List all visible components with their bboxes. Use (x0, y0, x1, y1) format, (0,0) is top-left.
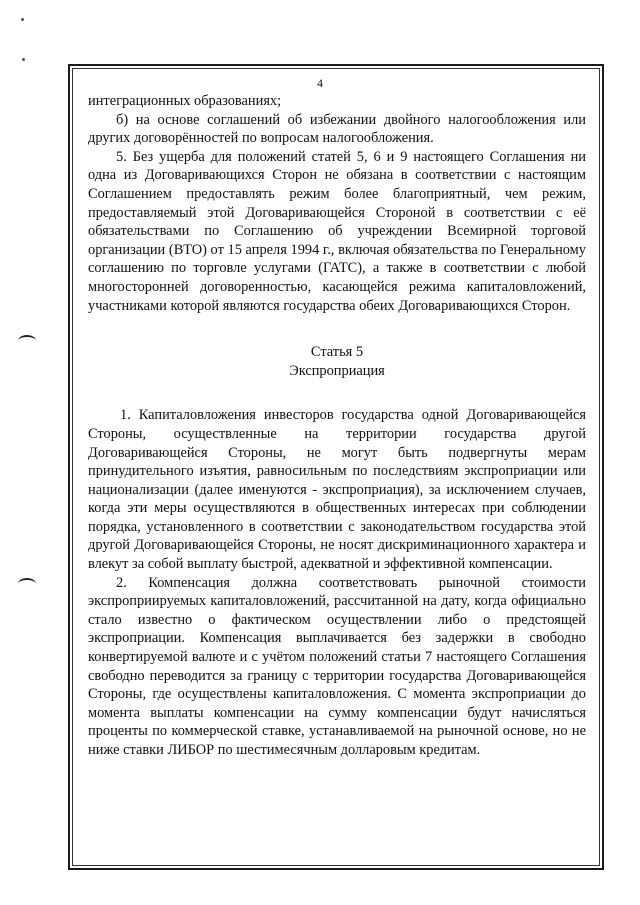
paragraph-subitem-b: б) на основе соглашений об избежании двойного налогообложения или других договорённостей по вопросам налогообложения. (88, 111, 586, 147)
article-heading (88, 343, 586, 380)
scan-dot-top (21, 18, 24, 21)
article-title: Экспроприация (289, 362, 385, 379)
paragraph-continuation: интеграционных образованиях; (88, 93, 282, 109)
page-number: 4 (317, 76, 323, 90)
article-paragraph-2: 2. Компенсация должна соответствовать рыночной стоимости экспроприируемых капиталовложений, рассчитанной на дату, когда официально стало известно о фактическом осуществлении либо о предстоящей экспроприации. Компенсация выплачивается без задержки в свободно конвертируемой валюте и с учётом положений статьи 7 настоящего Соглашения свободно переводится за границу с территории государства Договаривающейся Стороны, где осуществлены капиталовложения. С момента экспроприации до момента выплаты компенсации на сумму компенсации будут начисляться проценты по коммерческой ставке, устанавливаемой на рыночной основе, но не ниже ставки ЛИБОР по шестимесячным долларовым кредитам. (88, 574, 586, 758)
paragraph-item-5: 5. Без ущерба для положений статей 5, 6 и 9 настоящего Соглашения ни одна из Договаривающихся Сторон не обязана в соответствии с настоящим Соглашением предоставлять режим более благоприятный, чем режим, предоставляемый этой Договаривающейся Стороной в соответствии с её обязательствами по Соглашению об учреждении Всемирной торговой организации (ВТО) от 15 апреля 1994 г., включая обязательства по Генеральному соглашению по торговле услугами (ГАТС), а также в соответствии с любой многосторонней договоренностью, касающейся режима капиталовложений, участниками которой являются государства обеих Договаривающихся Сторон. (88, 148, 586, 314)
binder-hole-mark-lower (18, 578, 36, 590)
scan-dot-upper (22, 58, 25, 61)
article-paragraph-1: 1. Капиталовложения инвесторов государства одной Договаривающейся Стороны, осуществленные на территории государства другой Договаривающейся Стороны, не могут быть подвергнуты мерам принудительного изъятия, равносильным по последствиям экспроприации или национализации (далее именуются - экспроприация), за исключением случаев, когда эти меры осуществляются в общественных интересах при соблюдении порядка, установленного в соответствии с законодательством государства этой другой Договаривающейся Стороны, не носят дискриминационного характера и влекут за собой выплату быстрой, адекватной и эффективной компенсации. (88, 407, 586, 573)
article-number: Статья 5 (310, 344, 364, 361)
binder-hole-mark-upper (18, 335, 36, 347)
document-body (88, 92, 586, 760)
